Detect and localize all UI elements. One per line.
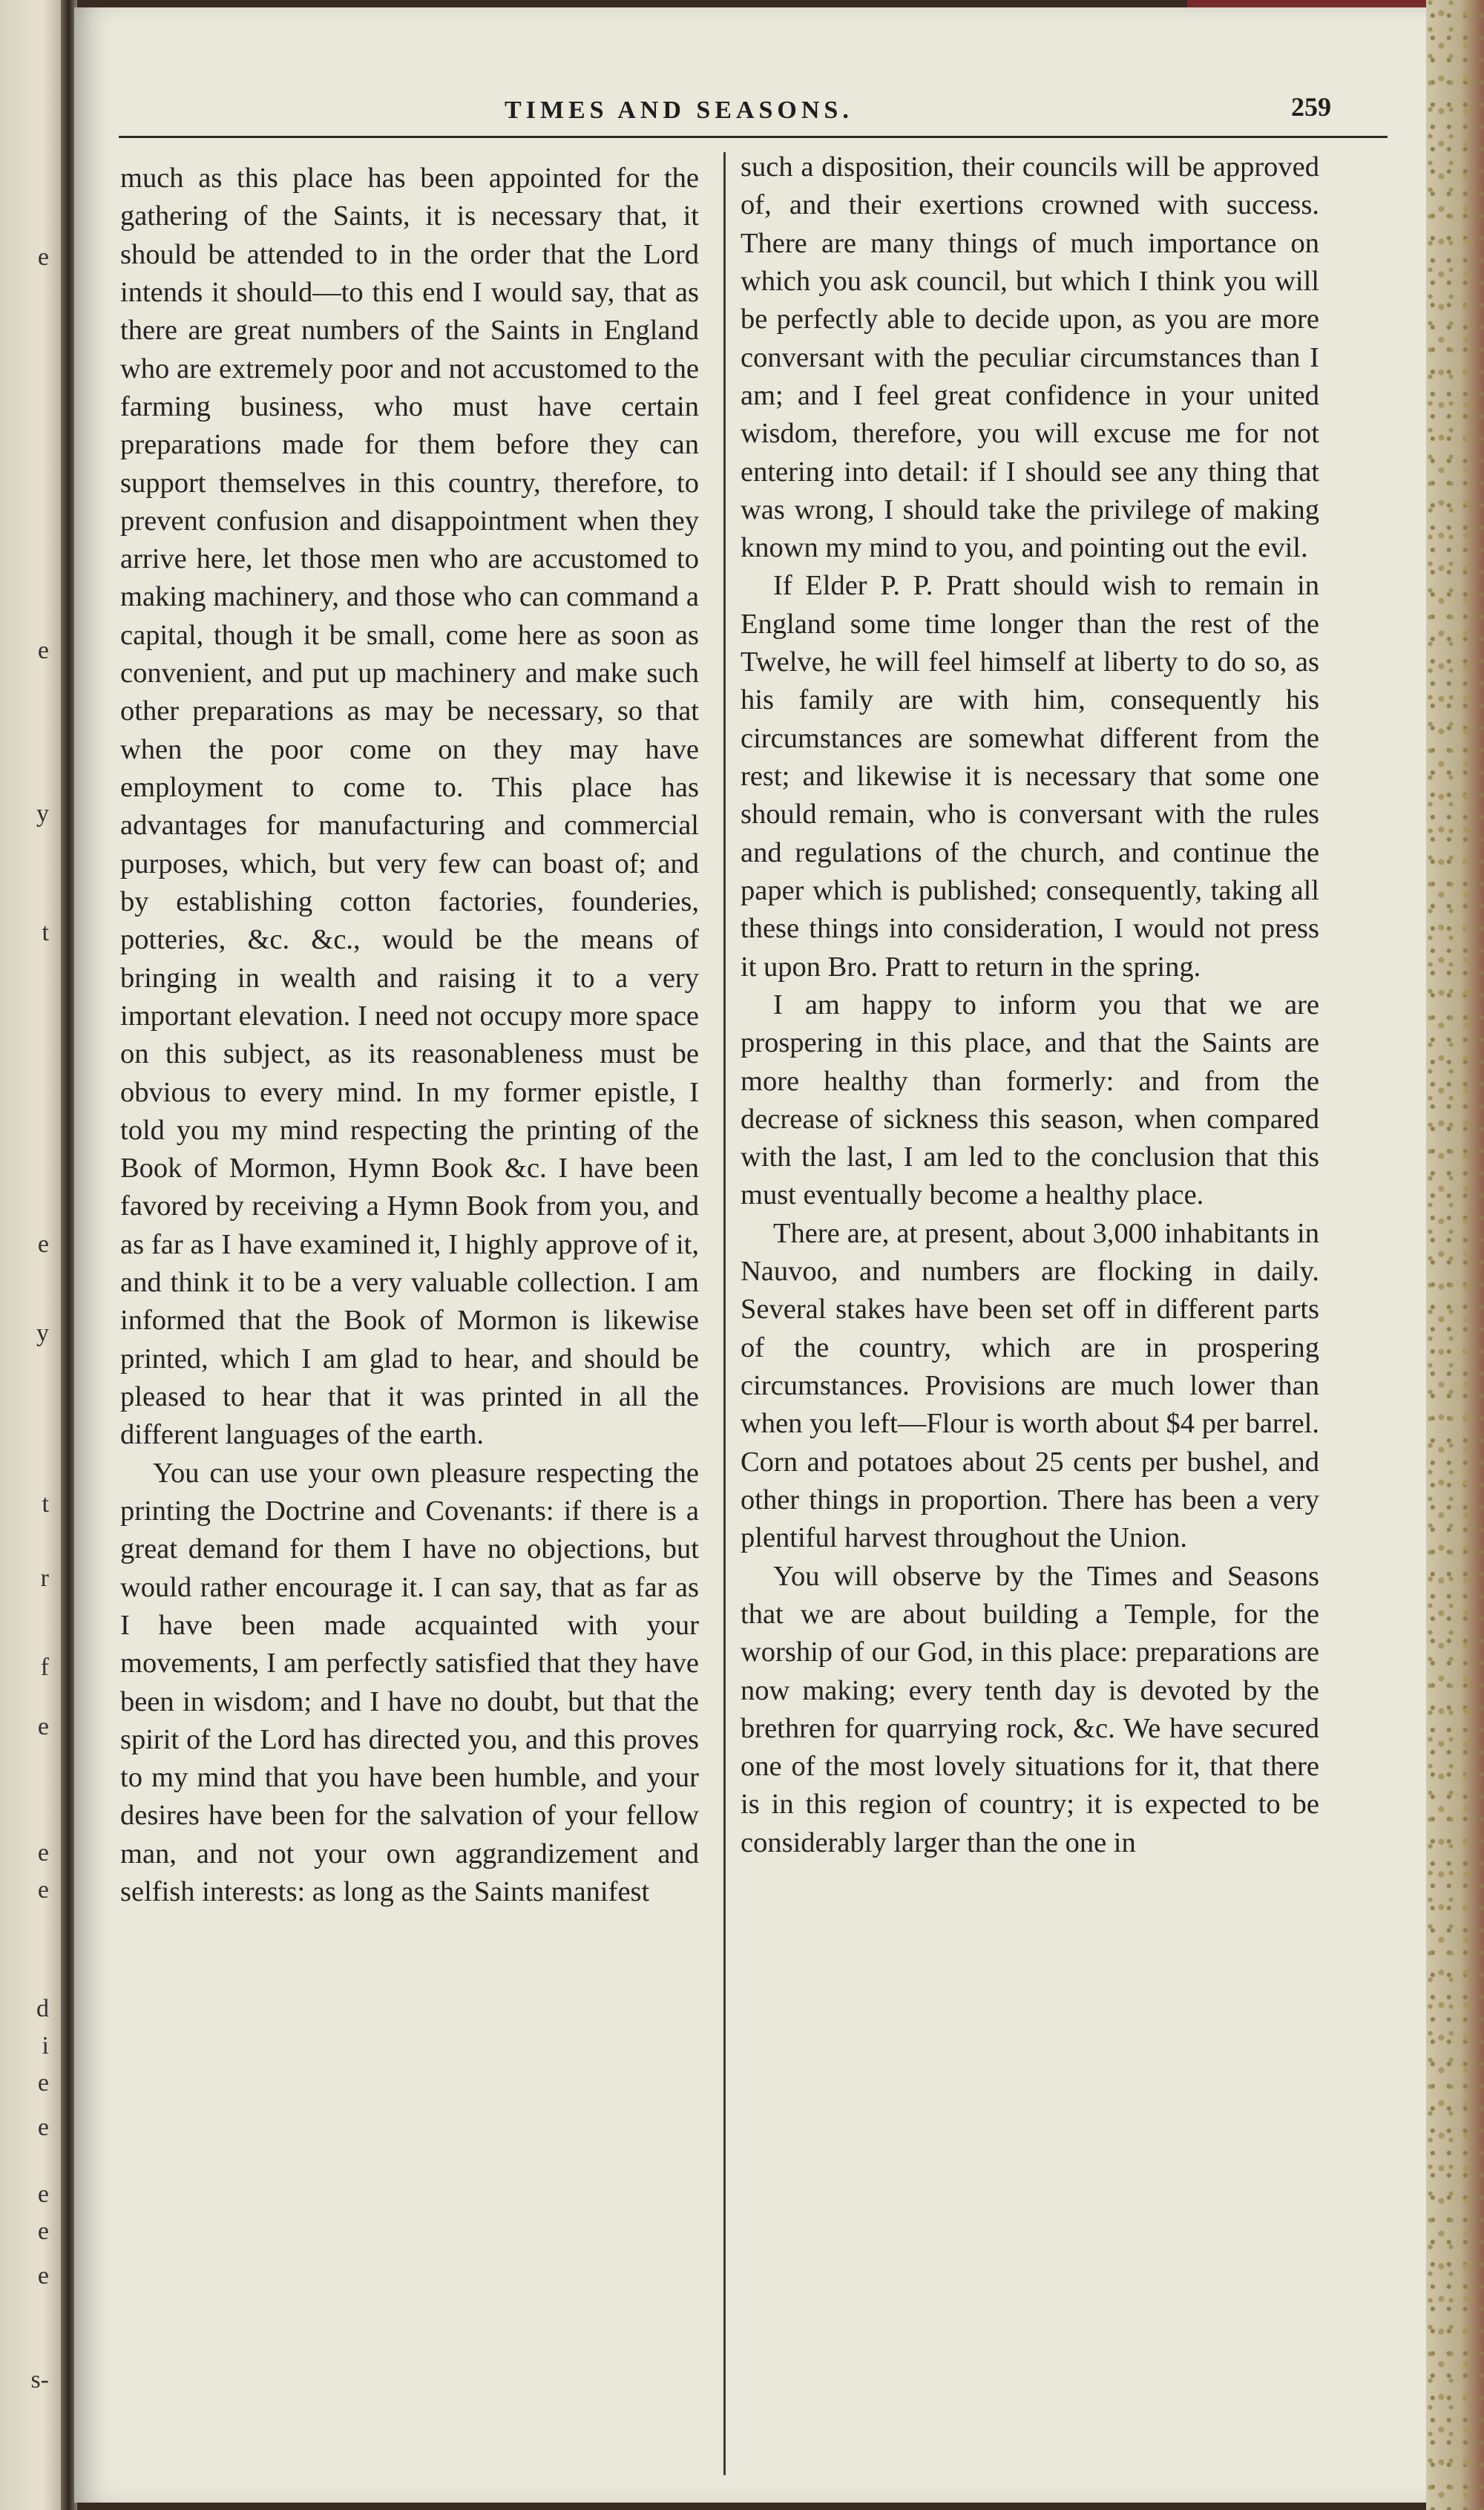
paragraph: If Elder P. P. Pratt should wish to remain in England some time longer than the rest of the Twelve, he will feel himself at liberty to do so, as his family are with him, consequently his circumstances are somewhat different from the rest; and likewise it is necessary that some one should remain, who is conversant with the rules and regulations of the church, and continue the paper which is published; consequently, taking all these things into consideration, I would not press it upon Bro. Pratt to return in the spring. [741, 570, 1319, 983]
running-title: TIMES AND SEASONS. [505, 96, 853, 124]
facing-page-fragment: e [37, 2262, 49, 2290]
facing-page-fragment: e [37, 1231, 49, 1258]
page-number: 259 [1291, 92, 1331, 122]
paragraph: You can use your own pleasure respecting the printing the Doctrine and Covenants: if there is a great demand for them I have no objections, but would rather encourage it. I can say, that as far as I have been made acquainted with your movements, I am perfectly satisfied that they have been in wisdom; and I have no doubt, but that the spirit of the Lord has directed you, and this proves to my mind that you have been humble, and your desires have been for the salvation of your fellow man, and not your own aggrandizement and selfish interests: as long as the Saints manifest [120, 1457, 699, 1908]
facing-page-fragment: e [37, 1713, 49, 1740]
facing-page-fragment: y [36, 800, 49, 828]
page-edge-foxed [1426, 0, 1484, 2510]
facing-page-fragment: e [37, 2069, 49, 2097]
facing-page-fragment: f [40, 1654, 49, 1681]
column-divider [723, 152, 726, 2475]
facing-page-fragment: e [37, 243, 49, 271]
paragraph: such a disposition, their councils will be approved of, and their exertions crowned with success. There are many things of much importance on which you ask council, but which I think you will be perfectly able to decide upon, as you are more conversant with the peculiar circumstances than I am; and I feel great confidence in your united wisdom, therefore, you will excuse me for not entering into detail: if I should see any thing that was wrong, I should take the privilege of making known my mind to you, and pointing out the evil. [741, 151, 1319, 564]
paragraph: You will observe by the Times and Seasons that we are about building a Temple, for the worship of our God, in this place: preparations are now making; every tenth day is devoted by the brethren for quarrying rock, &c. We have secured one of the most lovely situations for it, that there is in this region of country; it is expected to be considerably larger than the one in [741, 1560, 1319, 1858]
facing-page-fragment: e [37, 1839, 49, 1867]
facing-page-fragment: r [40, 1564, 49, 1592]
facing-page-fragment: d [36, 1995, 49, 2022]
paragraph: I am happy to inform you that we are prospering in this place, and that the Saints are more healthy than formerly: and from the decrease of sickness this season, when compared with the last, I am led to the conclusion that this must eventually become a healthy place. [741, 989, 1319, 1211]
facing-page-fragment: t [42, 1490, 49, 1518]
facing-page-fragment: s- [30, 2366, 49, 2393]
paragraph: much as this place has been appointed for the gathering of the Saints, it is necessary that, it should be attended to in the order that the Lord intends it should—to this end I would say, that as there are great numbers of the Saints in England who are extremely poor and not accustomed to the farming business, who must have certain preparations made for them before they can support themselves in this country, therefore, to prevent confusion and disappointment when they arrive here, let those men who are accustomed to making machinery, and those who can command a capital, though it be small, come here as soon as convenient, and put up machinery and make such other preparations as may be necessary, so that when the poor come on they may have employment to come to. This place has advantages for manufacturing and commercial purposes, which, but very few can boast of; and by establishing cotton factories, founderies, potteries, &c. &c., would be the means of bringing in wealth and raising it to a very important elevation. I need not occupy more space on this subject, as its reasonableness must be obvious to every mind. In my former epistle, I told you my mind respecting the printing of the Book of Mormon, Hymn Book &c. I have been favored by receiving a Hymn Book from you, and as far as I have examined it, I highly approve of it, and think it to be a very valuable collection. I am informed that the Book of Mormon is likewise printed, which I am glad to hear, and should be pleased to hear that it was printed in all the different languages of the earth. [120, 163, 699, 1451]
facing-page-fragment: e [37, 637, 49, 664]
facing-page-edge [0, 0, 61, 2510]
header-rule [119, 136, 1388, 138]
facing-page-fragment: y [36, 1320, 49, 1347]
facing-page-fragment: e [37, 1876, 49, 1904]
newspaper-page [74, 7, 1426, 2503]
facing-page-fragment: i [42, 2032, 49, 2060]
facing-page-fragment: e [37, 2114, 49, 2141]
facing-page-fragment: e [37, 2180, 49, 2208]
facing-page-fragment: e [37, 2218, 49, 2245]
right-column [741, 148, 1319, 1862]
paragraph: There are, at present, about 3,000 inhabitants in Nauvoo, and numbers are flocking in daily. Several stakes have been set off in different parts of the country, which are in prospering circumstances. Provisions are much lower than when you left—Flour is worth about $4 per barrel. Corn and potatoes about 25 cents per bushel, and other things in proportion. There has been a very plentiful harvest throughout the Union. [741, 1217, 1319, 1554]
facing-page-fragment: t [42, 919, 49, 946]
left-column [120, 160, 699, 1911]
page-header [74, 78, 1426, 130]
